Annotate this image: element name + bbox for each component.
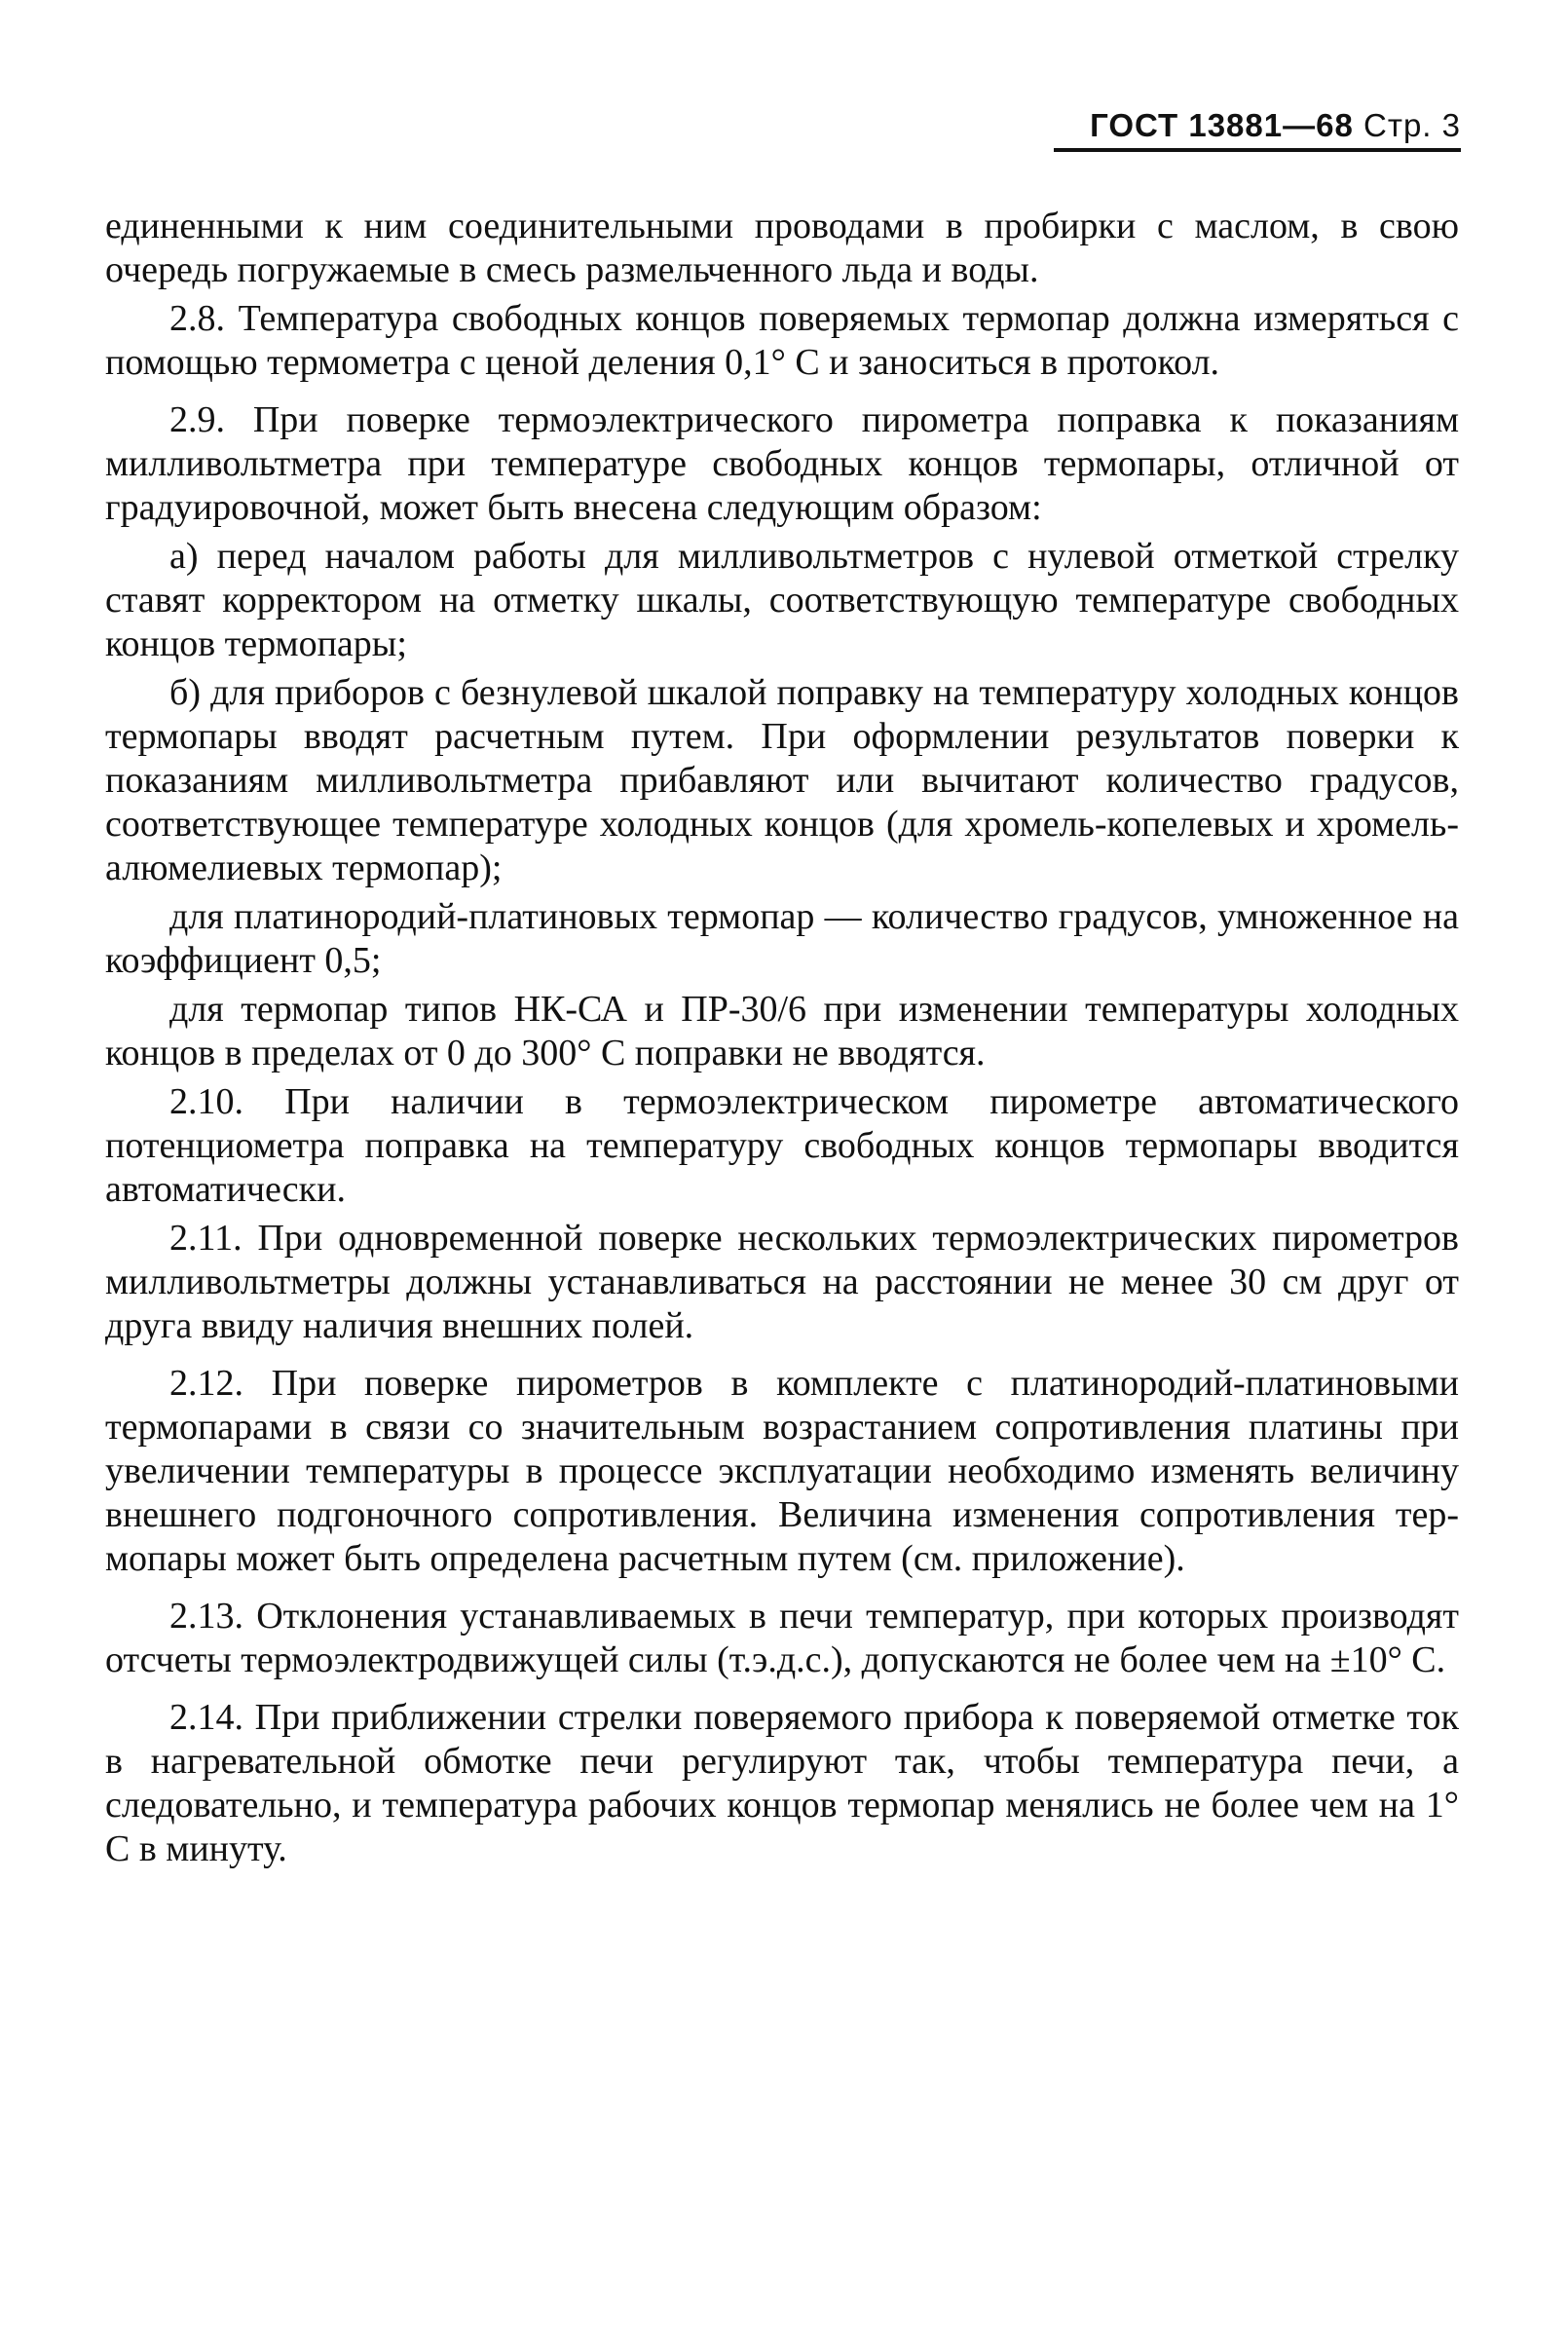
paragraph-platinum: для платинородий-платиновых термопар — количество градусов, умноженное на коэффициент 0,5; bbox=[105, 896, 1459, 981]
doc-code: ГОСТ 13881—68 bbox=[1090, 107, 1354, 143]
paragraph-2-14: 2.14. При приближении стрелки поверяемого прибора к поверяемой отметке ток в нагревательной обмотке печи регулируют так, чтобы температура печи, а следовательно, и температура рабочих концов термопар менялись не более чем на 1° С в минуту. bbox=[105, 1697, 1459, 1869]
paragraph-2-9: 2.9. При поверке термоэлектрического пирометра поправка к показаниям милливольтметра при температуре свободных концов термопары, отличной от градуировочной, может быть внесена следующим образом: bbox=[105, 399, 1459, 528]
page-header bbox=[1052, 107, 1461, 144]
page-number: Стр. 3 bbox=[1363, 107, 1461, 143]
paragraph-2-8: 2.8. Температура свободных концов поверяемых термопар должна измеряться с помощью термометра с ценой деления 0,1° С и заноситься в протокол. bbox=[105, 298, 1459, 383]
document-body bbox=[105, 205, 1459, 1876]
header-rule bbox=[1054, 148, 1461, 152]
paragraph-2-9-a: а) перед началом работы для милливольтметров с нулевой отметкой стрелку ставят корректором на отметку шкалы, соответствующую температуре свободных концов термопары; bbox=[105, 536, 1459, 664]
paragraph-nk-sa: для термопар типов НК-СА и ПР-30/6 при изменении температуры холодных концов в пределах от 0 до 300° С поправки не вводятся. bbox=[105, 989, 1459, 1073]
paragraph-2-11: 2.11. При одновременной поверке нескольких термоэлектрических пирометров милливольтметры должны устанавливаться на расстоянии не менее 30 см друг от друга ввиду наличия внешних полей. bbox=[105, 1218, 1459, 1346]
paragraph-2-12: 2.12. При поверке пирометров в комплекте с платинородий-платиновыми термопарами в связи со значительным возрастанием сопротивления платины при увеличении температуры в процессе эксплуатации необходимо изменять величину внешнего подгоночного сопротивления. Величина изменения сопротивления термопары может быть определена расчетным путем (см. приложение). bbox=[105, 1363, 1459, 1579]
paragraph-2-13: 2.13. Отклонения устанавливаемых в печи температур, при которых производят отсчеты термоэлектродвижущей силы (т.э.д.с.), допускаются не более чем на ±10° С. bbox=[105, 1596, 1459, 1680]
paragraph-2-9-b: б) для приборов с безнулевой шкалой поправку на температуру холодных концов термопары вводят расчетным путем. При оформлении результатов поверки к показаниям милливольтметра прибавляют или вычитают количество градусов, соответствующее температуре холодных концов (для хромель-копелевых и хромель-алюмелиевых термопар); bbox=[105, 672, 1459, 888]
paragraph-continuation: единенными к ним соединительными проводами в пробирки с маслом, в свою очередь погружаемые в смесь размельченного льда и воды. bbox=[105, 206, 1459, 290]
paragraph-2-10: 2.10. При наличии в термоэлектрическом пирометре автоматического потенциометра поправка на температуру свободных концов термопары вводится автоматически. bbox=[105, 1081, 1459, 1210]
